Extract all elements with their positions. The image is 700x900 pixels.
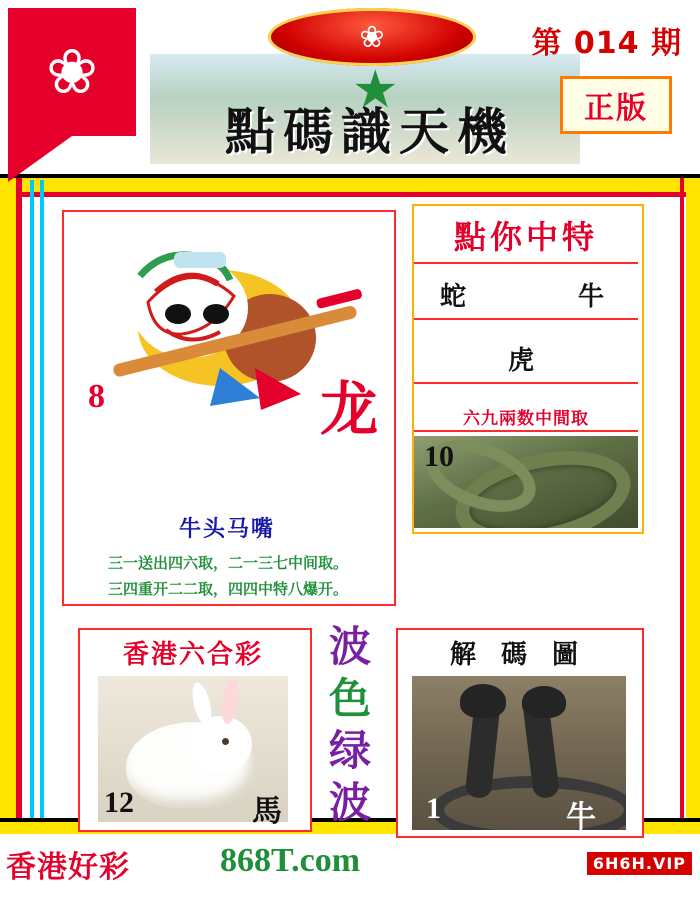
bottom-left-title: 香港六合彩	[122, 640, 263, 670]
frame-yellow-band-left	[0, 178, 16, 818]
bottom-right-zodiac: 牛	[566, 800, 596, 835]
right-hint-text: 六九兩数中間取	[463, 409, 589, 429]
flag-ribbon-tail	[8, 136, 136, 182]
frame-cyan-line-b	[40, 180, 44, 820]
left-number: 8	[88, 378, 105, 415]
left-big-character: 龙	[320, 375, 379, 443]
wave-char-2: 色	[328, 677, 371, 723]
cobra-hood-left	[460, 684, 506, 718]
logo-oval	[268, 8, 476, 66]
bottom-right-title: 解 碼 圖	[449, 640, 587, 670]
right-divider-2	[414, 318, 638, 320]
wave-char-4: 波	[328, 781, 371, 827]
cobra-hood-right	[522, 686, 566, 718]
authenticity-seal	[560, 76, 672, 134]
left-phrase: 牛头马嘴	[178, 517, 275, 542]
right-zodiac-a: 蛇	[440, 282, 467, 312]
rabbit-ear-right	[219, 677, 241, 725]
rabbit-head-shape	[190, 716, 252, 772]
rabbit-eye	[222, 738, 229, 745]
frame-yellow-band-right	[686, 178, 700, 818]
right-divider-1	[414, 262, 638, 264]
verse-line-2: 三四重开二二取，四四中特八爆开。	[107, 580, 348, 598]
frame-red-line-right	[680, 178, 684, 818]
right-panel-title: 點你中特	[453, 218, 598, 256]
bottom-left-number: 12	[104, 786, 134, 819]
right-zodiac-c: 虎	[508, 346, 535, 376]
verse-line-1: 三一送出四六取，二一三七中间取。	[107, 554, 348, 572]
hongkong-flag	[8, 8, 136, 136]
footer-brand: 香港好彩	[6, 850, 130, 885]
seal-label: 正版	[584, 91, 648, 126]
frame-red-line-left	[16, 178, 22, 818]
footer-url: 868T.com	[220, 842, 361, 879]
wave-char-3: 绿	[328, 729, 371, 775]
snake-ground-coil	[432, 776, 626, 830]
title-green-ornament: ★	[352, 60, 399, 120]
frame-red-line-top	[0, 192, 700, 197]
bauhinia-flower-icon: ❀	[46, 35, 98, 108]
right-zodiac-b: 牛	[578, 282, 605, 312]
page-title: 點碼識天機	[225, 103, 515, 161]
right-divider-4	[414, 430, 638, 432]
right-number: 10	[424, 440, 454, 473]
wave-char-1: 波	[328, 625, 371, 671]
bottom-left-zodiac: 馬	[252, 794, 282, 829]
footer-badge: 6H6H.VIP	[587, 852, 692, 875]
issue-number: 第 014 期	[531, 26, 682, 61]
right-divider-3	[414, 382, 638, 384]
left-verse	[58, 550, 398, 602]
frame-cyan-line-a	[30, 180, 34, 820]
bauhinia-oval-logo-icon: ❀	[359, 19, 385, 55]
bottom-right-number: 1	[426, 792, 441, 825]
wave-color-column	[316, 622, 384, 830]
